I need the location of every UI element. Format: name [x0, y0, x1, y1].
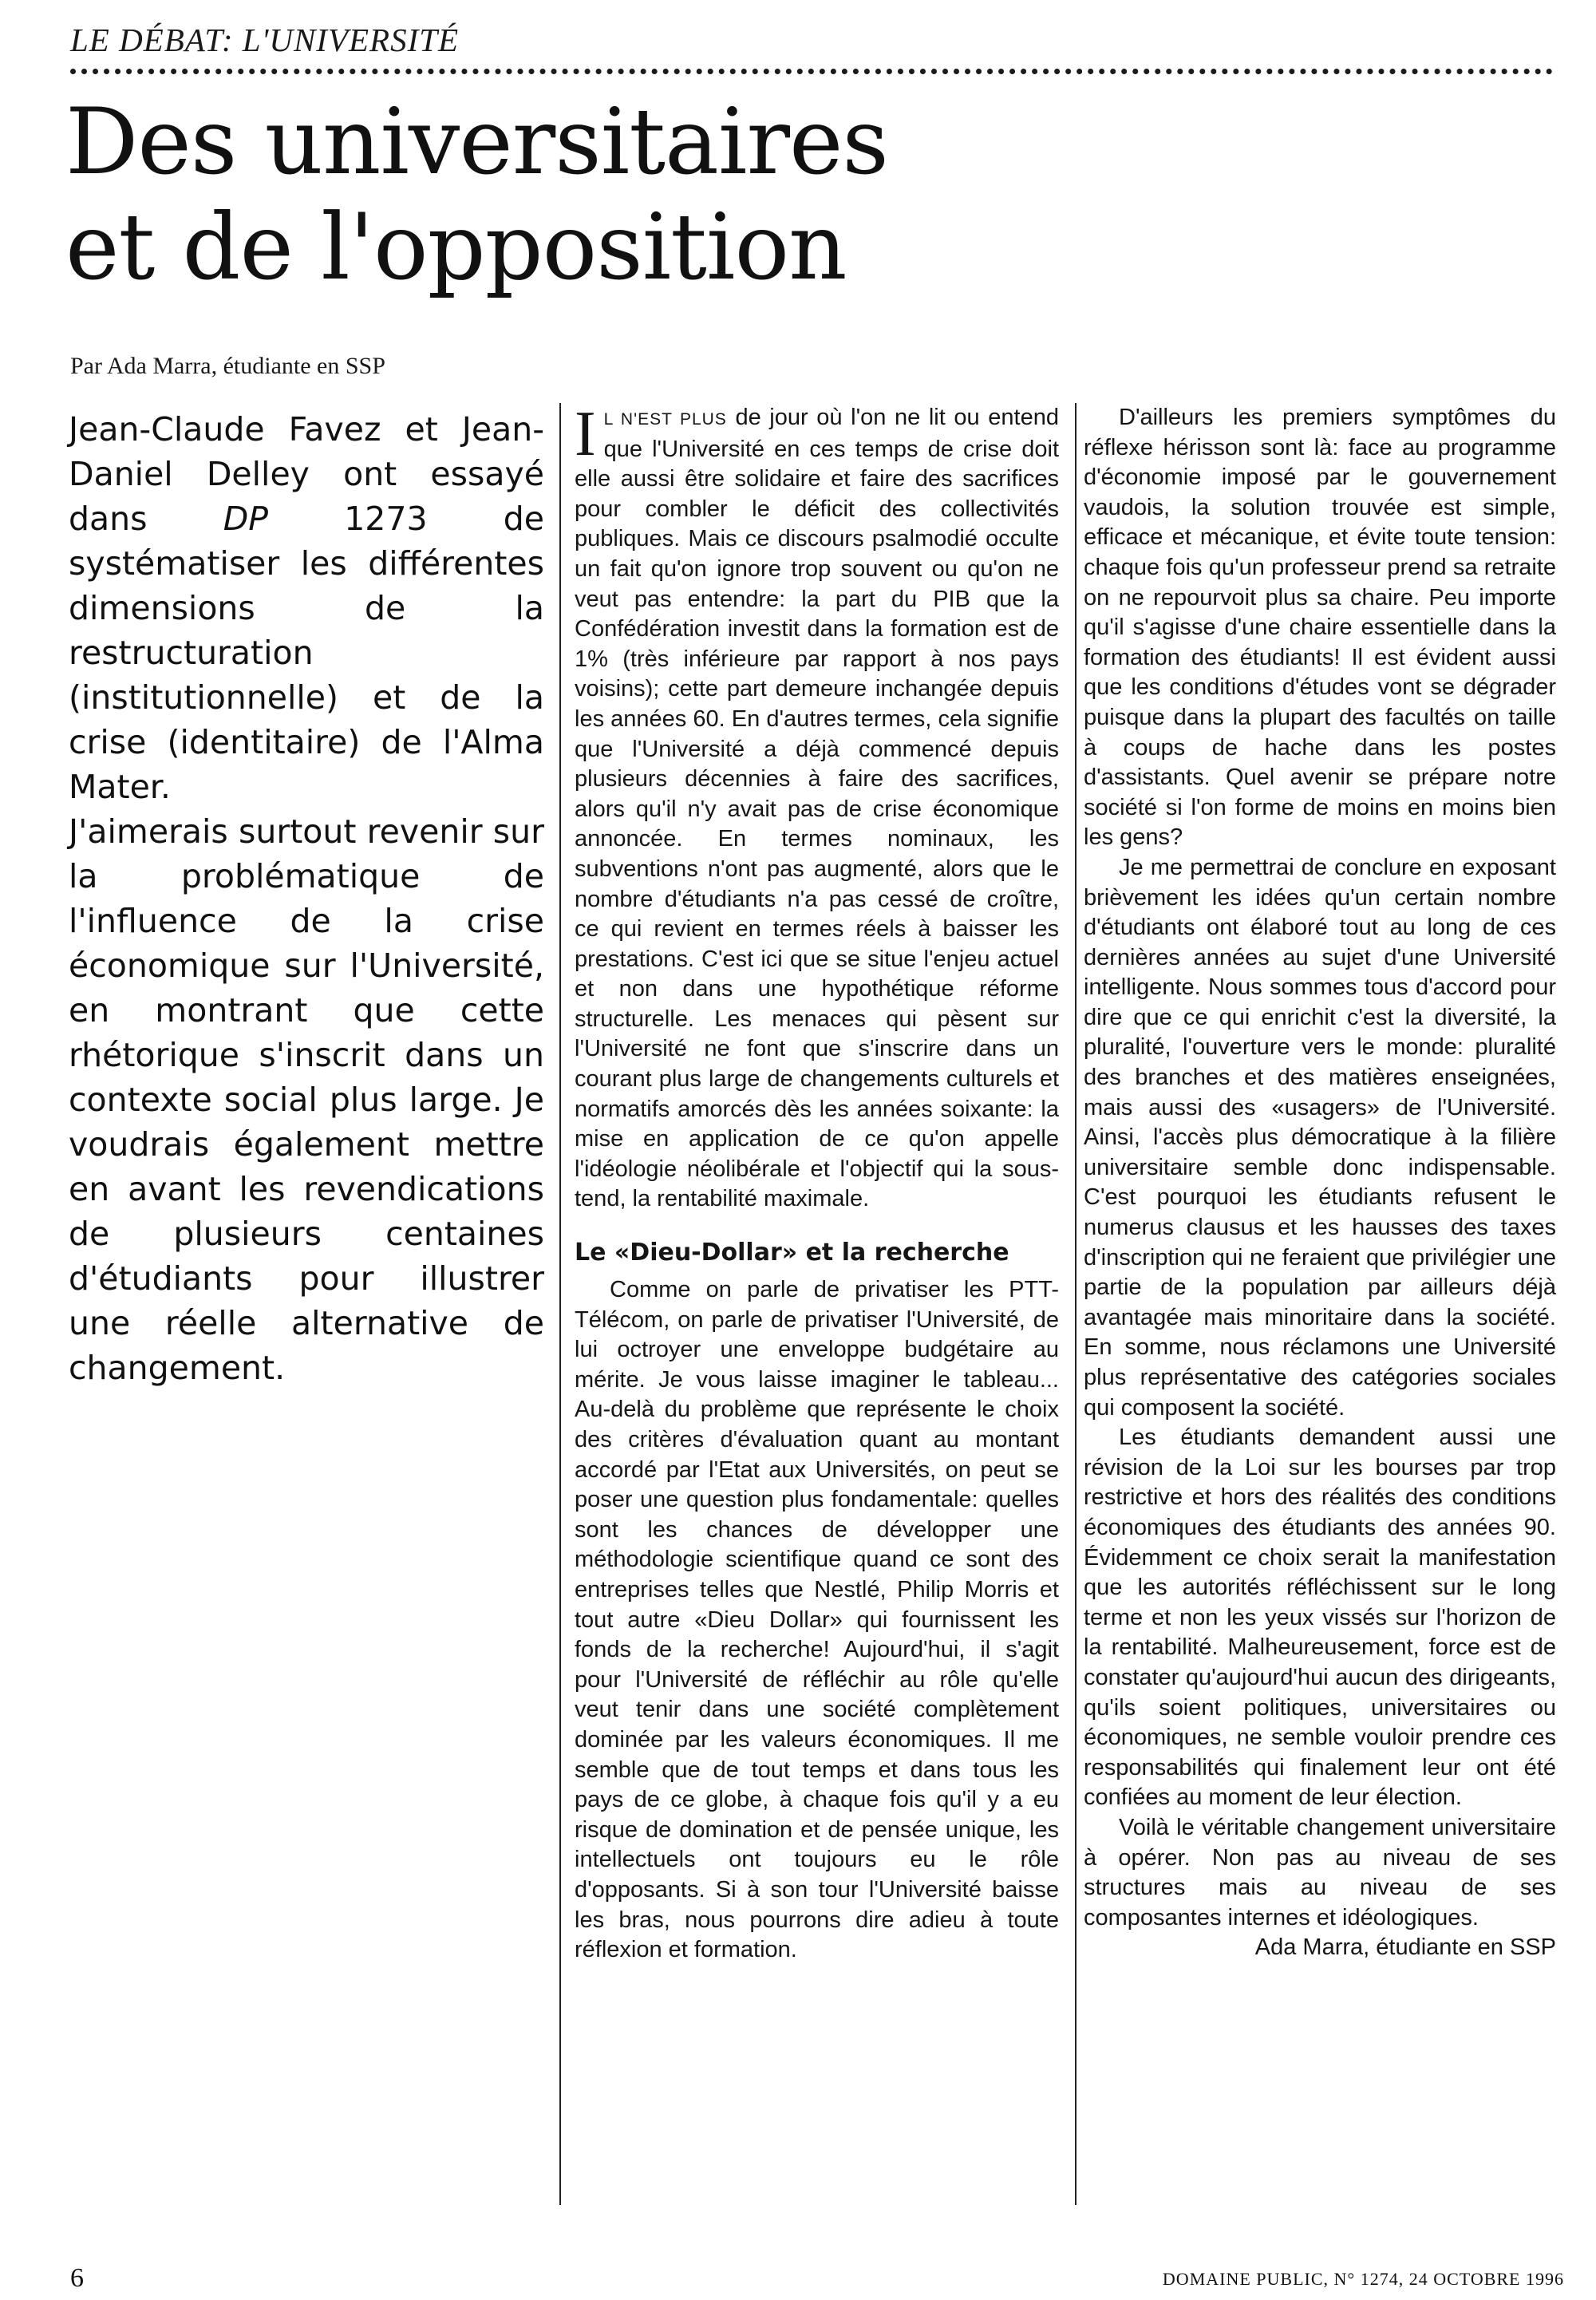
body-paragraph: Voilà le véritable changement universitaire à opérer. Non pas au niveau de ses structures mais au niveau de ses composantes internes et idéologiques.	[1084, 1814, 1556, 1930]
lead-paragraph-2: J'aimerais surtout revenir sur la problématique de l'influence de la crise économique sur l'Université, en montrant que cette rhétorique s'inscrit dans un contexte social plus large. Je voudrais également mettre en avant les revendications de plusieurs centaines d'étudiants pour illustrer une réelle alternative de changement.	[69, 812, 544, 1387]
body-paragraph	[575, 399, 1059, 1215]
headline	[65, 89, 1103, 300]
body-column-2	[575, 399, 1059, 1966]
drop-cap: I	[575, 399, 596, 469]
body-column-3	[1084, 403, 1556, 1963]
page-number: 6	[70, 2263, 84, 2293]
small-caps-opening: L N'EST PLUS	[603, 410, 727, 429]
body-paragraph: Comme on parle de privatiser les PTT-Télécom, on parle de privatiser l'Université, de lui octroyer une enveloppe budgétaire au mérite. Je vous laisse imaginer le tableau... Au-delà du problème que représente le choix des critères d'évaluation quant au montant accordé par l'Etat aux Universités, on peut se poser une question plus fondamentale: quelles sont les chances de développer une méthodologie scientifique quand ce sont des entreprises telles que Nestlé, Philip Morris et tout autre «Dieu Dollar» qui fournissent les fonds de la recherche! Aujourd'hui, il s'agit pour l'Université de réfléchir au rôle qu'elle veut tenir dans une société complètement dominée par les valeurs économiques. Il me semble que de tout temps et dans tous les pays de ce globe, à chaque fois qu'il y a eu risque de domination et de pensée unique, les intellectuels ont toujours eu le rôle d'opposants. Si à son tour l'Université baisse les bras, nous pourrons dire adieu à toute réflexion et formation.	[575, 1277, 1059, 1963]
publication-footer: DOMAINE PUBLIC, N° 1274, 24 OCTOBRE 1996	[1162, 2269, 1564, 2289]
signature: Ada Marra, étudiante en SSP	[1254, 1934, 1556, 1961]
lead-text: 1273 de systématiser les différentes dimensions de la restructuration (institutionnelle) et de la crise (identitaire) de l'Alma Mater.	[69, 500, 544, 806]
body-text: de jour où l'on ne lit ou entend que l'Université en ces temps de crise doit elle aussi être solidaire et faire des sacrifices pour combler le déficit des collectivités publiques. Mais ce discours psalmodié occulte un fait qu'on ignore trop souvent ou qu'on ne veut pas entendre: la part du PIB que la Confédération investit dans la formation est de 1% (très inférieure par rapport à nos pays voisins); cette part demeure inchangée depuis les années 60. En d'autres termes, cela signifie que l'Université a déjà commencé depuis plusieurs décennies à faire des sacrifices, alors qu'il n'y avait pas de crise économique annoncée. En termes nominaux, les subventions n'ont pas augmenté, alors que le nombre d'étudiants n'a pas cessé de croître, ce qui revient en termes réels à baisser les prestations. C'est ici que se situe l'enjeu actuel et non dans une hypothétique réforme structurelle. Les menaces qui pèsent sur l'Université ne font que s'inscrire dans un courant plus large de changements culturels et normatifs amorcés dès les années soixante: la mise en application de ce qu'on appelle l'idéologie néolibérale et l'objectif qui la sous-tend, la rentabilité maximale.	[575, 405, 1059, 1212]
body-paragraph: D'ailleurs les premiers symptômes du réflexe hérisson sont là: face au programme d'économie imposé par le gouvernement vaudois, la solution trouvée est simple, efficace et mécanique, et évite toute tension: chaque fois qu'un professeur prend sa retraite on ne repourvoit plus sa chaire. Peu importe qu'il s'agisse d'une chaire essentielle dans la formation des étudiants! Il est évident aussi que les conditions d'études vont se dégrader puisque dans la plupart des facultés on taille à coups de hache dans les postes d'assistants. Quel avenir se prépare notre société si l'on forme de moins en moins bien les gens?	[1084, 405, 1556, 851]
body-paragraph: Je me permettrai de conclure en exposant brièvement les idées qu'un certain nombre d'étudiants ont élaboré tout au long de ces dernières années au sujet d'une Université intelligente. Nous sommes tous d'accord pour dire que ce qui enrichit c'est la diversité, la pluralité, l'ouverture vers le monde: pluralité des branches et des matières enseignées, mais aussi des «usagers» de l'Université. Ainsi, l'accès plus démocratique à la filière universitaire semble donc indispensable. C'est pourquoi les étudiants refusent le numerus clausus et les hausses des taxes d'inscription qui ne feraient que privilégier une partie de la population par ailleurs déjà avantagée mais minoritaire dans la société. En somme, nous réclamons une Université plus représentative des catégories sociales qui composent la société.	[1084, 854, 1556, 1421]
lead-paragraph-1	[69, 407, 544, 809]
lead-emphasis: DP	[223, 500, 268, 538]
headline-line-2: et de l'opposition	[65, 194, 847, 300]
dotted-rule	[70, 69, 1553, 74]
byline: Par Ada Marra, étudiante en SSP	[70, 353, 385, 379]
subheading: Le «Dieu-Dollar» et la recherche	[575, 1239, 1009, 1267]
column-rule	[1075, 403, 1077, 2205]
body-paragraph: Les étudiants demandent aussi une révision de la Loi sur les bourses par trop restrictive et hors des réalités des conditions économiques des étudiants des années 90. Évidemment ce choix serait la manifestation que les autorités réfléchissent sur le long terme et non les yeux vissés sur l'horizon de la rentabilité. Malheureusement, force est de constater qu'aujourd'hui aucun des dirigeants, qu'ils soient politiques, universitaires ou économiques, ne semble vouloir prendre ces responsabilités qui finalement leur ont été confiées au moment de leur élection.	[1084, 1425, 1556, 1811]
lead-text: Jean-Claude Favez et Jean-Daniel Delley ont essayé dans	[69, 410, 544, 538]
headline-line-1: Des universitaires	[65, 89, 888, 195]
section-kicker: LE DÉBAT: L'UNIVERSITÉ	[70, 22, 460, 58]
lead-column	[69, 407, 544, 1390]
column-rule	[559, 403, 561, 2205]
